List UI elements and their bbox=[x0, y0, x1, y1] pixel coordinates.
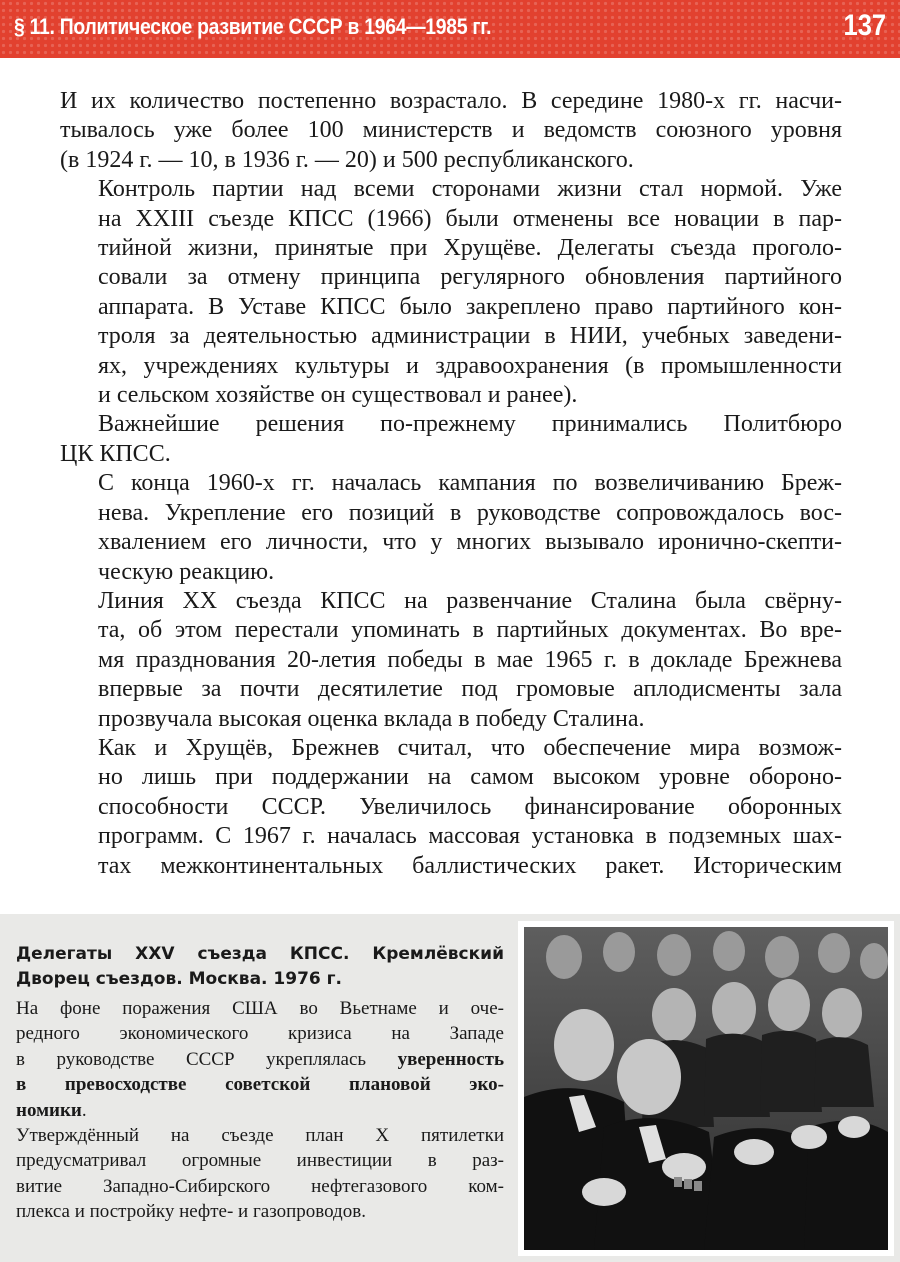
caption-body bbox=[16, 996, 504, 1225]
caption-line: Утверждённый на съезде план X пятилетки bbox=[16, 1125, 504, 1147]
caption-line: предусматривал огромные инвестиции в раз- bbox=[16, 1150, 504, 1172]
photo-delegates-applauding bbox=[524, 927, 888, 1250]
text-line: троля за деятельностью администрации в НИИ, учебных заведени- bbox=[98, 323, 842, 350]
text-line: (в 1924 г. — 10, в 1936 г. — 20) и 500 республиканского. bbox=[60, 146, 634, 173]
text-line: Контроль партии над всеми сторонами жизни стал нормой. Уже bbox=[98, 176, 842, 203]
text-line: Важнейшие решения по-прежнему принимались Политбюро bbox=[98, 411, 842, 438]
caption-paragraph bbox=[16, 1123, 504, 1225]
text-line: ческую реакцию. bbox=[98, 558, 275, 585]
text-line: И их количество постепенно возрастало. В середине 1980-х гг. насчи- bbox=[60, 88, 842, 114]
caption-title-line: Дворец съездов. Москва. 1976 г. bbox=[16, 969, 342, 989]
text-line: та, об этом перестали упоминать в партийных документах. Во вре- bbox=[98, 617, 842, 644]
caption-title bbox=[16, 942, 504, 992]
text-line: тывалось уже более 100 министерств и ведомств союзного уровня bbox=[60, 117, 842, 144]
caption-line: редного экономического кризиса на Западе bbox=[16, 1023, 504, 1045]
text-line: но лишь при поддержании на самом высоком уровне обороно- bbox=[98, 764, 842, 791]
text-line: Линия XX съезда КПСС на развенчание Сталина была свёрну- bbox=[98, 587, 842, 614]
paragraph bbox=[60, 587, 842, 734]
paragraph bbox=[60, 410, 842, 469]
text-line: прозвучала высокая оценка вклада в победу Сталина. bbox=[98, 705, 645, 732]
page-number: 137 bbox=[843, 9, 886, 42]
body-text bbox=[60, 87, 842, 881]
text-line: совали за отмену принципа регулярного обновления партийного bbox=[98, 264, 842, 291]
text-line: на XXIII съезде КПСС (1966) были отменены все новации в пар- bbox=[98, 205, 842, 232]
text-line: впервые за почти десятилетие под громовые аплодисменты зала bbox=[98, 676, 842, 703]
paragraph bbox=[60, 175, 842, 410]
text-line: нева. Укрепление его позиций в руководстве сопровождалось вос- bbox=[98, 499, 842, 526]
text-line: ях, учреждениях культуры и здравоохранения (в промышленности bbox=[98, 352, 842, 379]
caption-emphasis: уверенность bbox=[397, 1048, 504, 1070]
page-header bbox=[0, 0, 900, 58]
text-line: Как и Хрущёв, Брежнев считал, что обеспечение мира возмож- bbox=[98, 734, 842, 761]
text-line: способности СССР. Увеличилось финансирование оборонных bbox=[98, 793, 842, 820]
caption-paragraph bbox=[16, 996, 504, 1123]
caption-emphasis: номики bbox=[16, 1099, 82, 1121]
caption-line bbox=[16, 1047, 504, 1072]
text-line: тийной жизни, принятые при Хрущёве. Делегаты съезда проголо- bbox=[98, 235, 842, 262]
text-line: тах межконтинентальных баллистических ракет. Историческим bbox=[98, 852, 842, 879]
paragraph bbox=[60, 87, 842, 175]
text-line: хвалением его личности, что у многих вызывало иронично-скепти- bbox=[98, 529, 842, 556]
paragraph bbox=[60, 734, 842, 881]
photo-frame bbox=[518, 921, 894, 1256]
caption-emphasis-line: в превосходстве советской плановой эко- bbox=[16, 1074, 504, 1096]
caption-line-part: . bbox=[81, 1099, 87, 1121]
caption-title-line: Делегаты XXV съезда КПСС. Кремлёвский bbox=[16, 944, 504, 964]
text-line: ЦК КПСС. bbox=[60, 440, 171, 467]
section-title: § 11. Политическое развитие СССР в 1964—1985 гг. bbox=[14, 14, 492, 39]
text-line: мя празднования 20-летия победы в мае 1965 г. в докладе Брежнева bbox=[98, 646, 842, 673]
text-line: и сельском хозяйстве он существовал и ранее). bbox=[98, 382, 578, 409]
text-line: С конца 1960-х гг. началась кампания по возвеличиванию Бреж- bbox=[98, 470, 842, 497]
caption-line: На фоне поражения США во Вьетнаме и оче- bbox=[16, 998, 504, 1019]
caption-line bbox=[16, 1098, 504, 1123]
text-line: аппарата. В Уставе КПСС было закреплено право партийного кон- bbox=[98, 293, 842, 320]
text-line: программ. С 1967 г. началась массовая установка в подземных шах- bbox=[98, 823, 842, 850]
caption-line: витие Западно-Сибирского нефтегазового ком- bbox=[16, 1175, 504, 1197]
caption-line: плекса и постройку нефте- и газопроводов. bbox=[16, 1201, 366, 1223]
paragraph bbox=[60, 469, 842, 587]
caption-line-part: в руководстве СССР укреплялась bbox=[16, 1048, 398, 1070]
